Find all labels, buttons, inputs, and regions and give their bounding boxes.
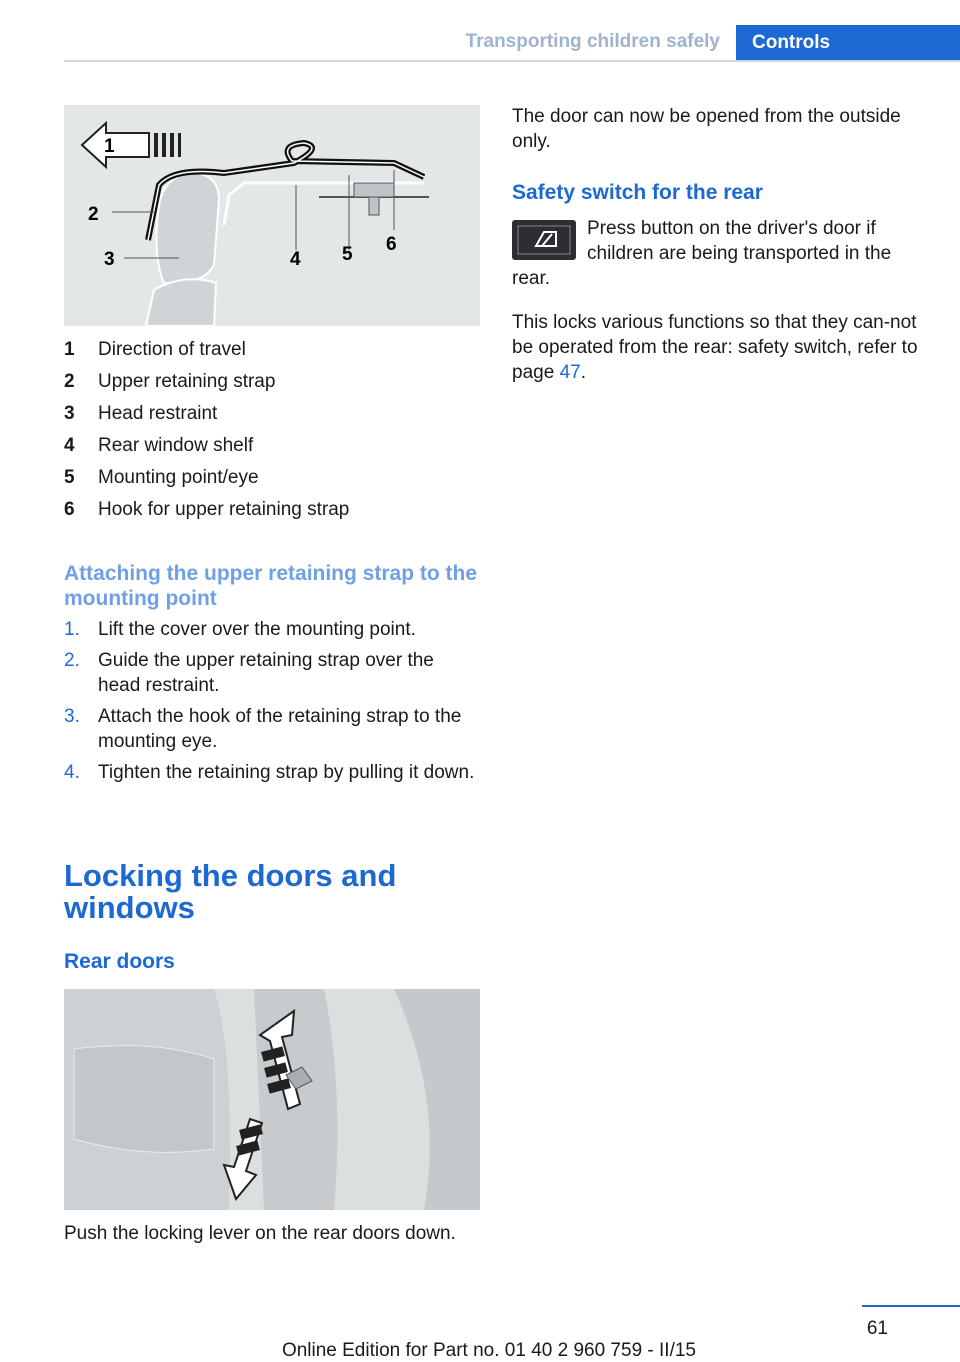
legend-number: 5 [64,467,75,488]
legend-number: 6 [64,499,75,520]
legend-number: 3 [64,403,75,424]
step-item [64,648,480,698]
edition-note: Online Edition for Part no. 01 40 2 960 759 - II/15 [281,1340,696,1361]
step-number: 4. [64,762,80,783]
legend-text: Mounting point/eye [98,467,259,488]
locks-period: . [580,362,586,383]
legend-item [64,497,480,529]
rear-doors-heading: Rear doors [64,950,175,973]
door-open-text: The door can now be opened from the outside only. [512,106,901,152]
step-item [64,760,480,785]
step-number: 1. [64,619,80,640]
locks-functions-text [512,310,928,385]
legend-text: Head restraint [98,403,218,424]
legend-item [64,337,480,369]
legend-number: 2 [64,371,75,392]
header-tab-controls[interactable] [736,25,960,62]
page-reference-link[interactable]: 47 [559,362,581,383]
locking-heading: Locking the doors and windows [64,858,397,925]
legend-number: 4 [64,435,75,456]
safety-text-line2: children are being transported in the [587,243,892,264]
callout-6: 6 [386,234,397,255]
rear-doors-caption: Push the locking lever on the rear doors down. [64,1223,456,1244]
step-number: 3. [64,706,80,727]
header-tab-label: Controls [752,32,831,53]
figure-legend [64,337,480,529]
step-text: Attach the hook of the retaining strap to the mounting eye. [98,706,462,752]
locks-text: This locks various functions so that they can-not be operated from the rear: safety switch, refer to page [512,312,918,383]
direction-arrow-icon [82,123,181,167]
legend-item [64,433,480,465]
legend-text: Direction of travel [98,339,246,360]
callout-2: 2 [88,204,99,225]
safety-text-line3: rear. [512,268,551,289]
door-lever-illustration [64,989,480,1210]
strap-illustration [64,105,480,326]
callout-5: 5 [342,244,353,265]
step-number: 2. [64,650,80,671]
step-item [64,704,480,754]
footer-divider [862,1305,960,1307]
child-lock-window-icon [512,220,576,260]
header-section-title: Transporting children safely [465,31,720,52]
callout-1: 1 [104,136,115,157]
legend-text: Upper retaining strap [98,371,276,392]
legend-number: 1 [64,339,75,360]
legend-item [64,465,480,497]
attach-heading: Attaching the upper retaining strap to the mounting point [64,562,478,610]
legend-text: Hook for upper retaining strap [98,499,350,520]
step-text: Tighten the retaining strap by pulling it down. [98,762,475,783]
safety-text-line1: Press button on the driver's door if [587,218,876,239]
page-number: 61 [866,1318,888,1339]
step-text: Lift the cover over the mounting point. [98,619,416,640]
legend-item [64,369,480,401]
legend-text: Rear window shelf [98,435,254,456]
attach-steps [64,617,480,791]
step-item [64,617,480,642]
header-divider [64,60,960,62]
legend-item [64,401,480,433]
safety-switch-heading: Safety switch for the rear [512,181,763,204]
callout-3: 3 [104,249,115,270]
step-text: Guide the upper retaining strap over the head restraint. [98,650,434,696]
callout-4: 4 [290,249,301,270]
